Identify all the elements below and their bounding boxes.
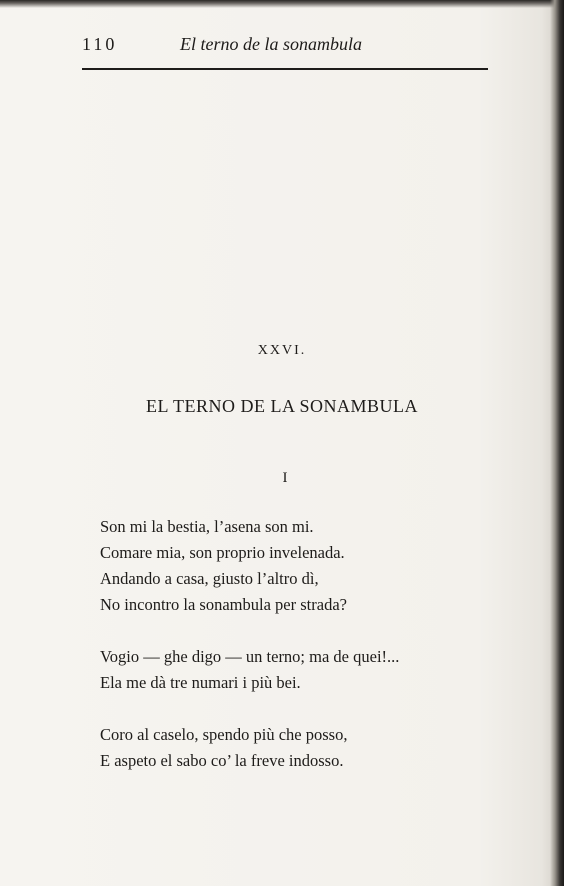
header-rule xyxy=(82,68,488,70)
stanza-2 xyxy=(100,644,500,696)
verse-line: Coro al caselo, spendo più che posso, xyxy=(100,725,348,744)
verse-line: Son mi la bestia, l’asena son mi. xyxy=(100,517,314,536)
verse-line: No incontro la sonambula per strada? xyxy=(100,595,347,614)
page-number: 110 xyxy=(82,34,118,54)
verse-line: E aspeto el sabo co’ la freve indosso. xyxy=(100,751,344,770)
verse-line: Vogio — ghe digo — un terno; ma de quei!... xyxy=(100,647,400,666)
verse-line: Ela me dà tre numari i più bei. xyxy=(100,673,301,692)
running-head xyxy=(82,34,490,58)
verse-line: Comare mia, son proprio invelenada. xyxy=(100,543,345,562)
stanza-3 xyxy=(100,722,500,774)
scan-top-shadow xyxy=(0,0,564,8)
verse-line: Andando a casa, giusto l’altro dì, xyxy=(100,569,319,588)
page-edge-shadow xyxy=(550,0,564,886)
stanza-1 xyxy=(100,514,500,618)
chapter-title: EL TERNO DE LA SONAMBULA xyxy=(146,396,418,416)
running-title: El terno de la sonambula xyxy=(180,34,362,54)
section-number: I xyxy=(282,470,288,486)
chapter-number: XXVI. xyxy=(257,343,307,358)
